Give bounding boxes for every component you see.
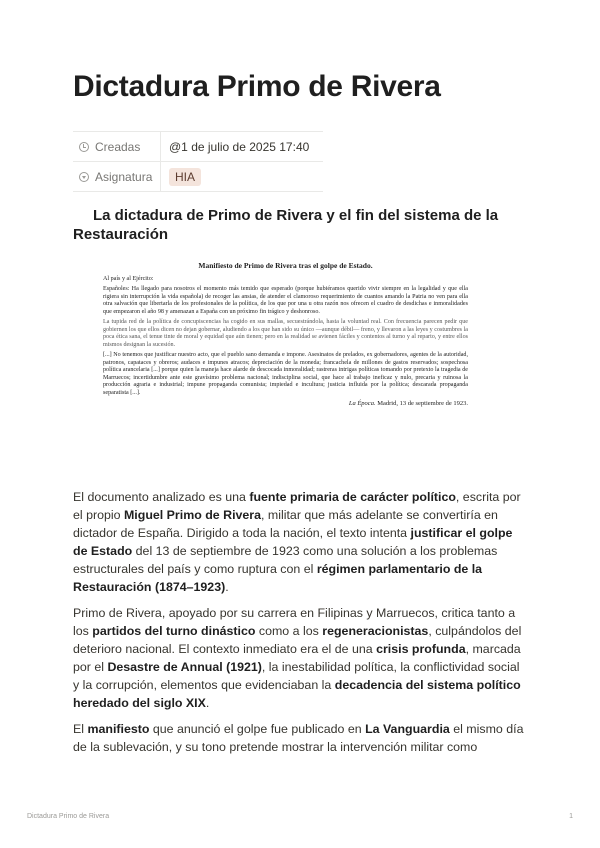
bold-text: manifiesto	[87, 722, 150, 736]
property-key	[73, 132, 161, 161]
property-value-subject	[161, 170, 201, 184]
body-text	[73, 488, 528, 764]
subject-tag[interactable]: HIA	[169, 168, 201, 186]
document-source-name: La Época.	[348, 400, 376, 407]
document-image-title: Manifiesto de Primo de Rivera tras el golpe de Estado.	[198, 261, 373, 270]
property-key-label: Creadas	[95, 139, 141, 154]
text-run: El	[73, 722, 88, 736]
document-source	[103, 400, 468, 408]
text-run: , militar que más adelante se convertiría en dictador de España. Dirigido a toda la nación, el texto intenta	[73, 508, 498, 540]
bold-text: crisis profunda	[376, 642, 466, 656]
property-key-label: Asignatura	[95, 169, 153, 184]
properties-table	[73, 131, 323, 192]
page-title: Dictadura Primo de Rivera	[73, 70, 441, 103]
select-icon	[79, 172, 89, 182]
property-key	[73, 162, 161, 191]
bold-text: Desastre de Annual (1921)	[107, 660, 262, 674]
footer-title: Dictadura Primo de Rivera	[27, 813, 110, 820]
document-paragraph: [...] No tenemos que justificar nuestro acto, que el pueblo sano demanda e impone. Asesinatos de prelados, ex gobernadores, agentes de la autoridad, patronos, capataces y obreros; audaces e impunes atracos; depreciación de la moneda; francachela de millones de gastos reservados; sospechosa política arancelaria [...] porque quien la maneja hace alarde de descocada inmoralidad; rastreras intrigas políticas tomando por pretexto la tragedia de Marruecos; incertidumbre ante este gravísimo problema nacional; indisciplina social, que hace al trabajo ineficaz y nulo, precaria y ruinosa la producción agraria e industrial; impune propaganda comunista; impiedad e incultura; justicia influida por la política; descarada propaganda separatista [...].	[103, 352, 468, 396]
text-run: , escrita por el propio	[73, 490, 521, 522]
document-source-date: Madrid, 13 de septiembre de 1923.	[377, 400, 468, 407]
document-paragraph: La tupida red de la política de concupiscencias ha cogido en sus mallas, secuestrándola, hasta la voluntad real. Con frecuencia parecen pedir que gobiernen los que ellos dicen no dejan gobernar, aludiendo a los que han sido su único —aunque débil— freno, y llevaron a las leyes y costumbres la poca ética sana, el tenue tinte de moral y equidad que aún tienen; pero en la realidad se avienen fáciles y contentos al turno y al reparto, y entre ellos mismos designan la sucesión.	[103, 319, 468, 348]
document-paragraph: Españoles: Ha llegado para nosotros el momento más temido que esperado (porque hubiéramos querido vivir siempre en la legalidad y que ella rigiera sin interrupción la vida española) de recoger las ansias, de atender el clamoroso requerimiento de cuantos amando la Patria no ven para ella otra salvación que libertarla de los profesionales de la política, de los que por una u otra razón nos ofrecen el cuadro de desdichas e inmoralidades que empezaron el año 98 y amenazan a España con un próximo fin trágico y deshonroso.	[103, 286, 468, 315]
bold-text: justificar el golpe de Estado	[73, 526, 513, 558]
property-value-created: @1 de julio de 2025 17:40	[169, 139, 310, 154]
bold-text: régimen parlamentario de la Restauración (1874–1923)	[73, 562, 483, 594]
bold-text: regeneracionistas	[322, 624, 429, 638]
text-run: el mismo día de la sublevación, y su tono pretende mostrar la intervención militar como	[73, 722, 524, 754]
text-run: Primo de Rivera, apoyado por su carrera en Filipinas y Marruecos, critica tanto a los	[73, 606, 516, 638]
body-paragraph	[73, 488, 528, 596]
section-heading	[73, 206, 533, 244]
text-run: .	[225, 580, 229, 594]
bold-text: Miguel Primo de Rivera	[123, 508, 262, 522]
footer-page-number: 1	[569, 813, 573, 820]
text-run: como a los	[255, 624, 323, 638]
text-run: .	[205, 696, 210, 710]
document-salutation: Al país y al Ejército:	[103, 275, 154, 282]
clock-icon	[79, 142, 89, 152]
property-row-subject[interactable]	[73, 162, 323, 192]
bold-text: La Vanguardia	[365, 722, 450, 736]
text-run: , marcada por el	[73, 642, 521, 674]
text-run: que anunció el golpe fue publicado en	[149, 722, 366, 736]
text-run: , la inestabilidad política, la conflictividad social y la corrupción, elementos que evidenciaban la	[73, 660, 520, 692]
bold-text: partidos del turno dinástico	[92, 624, 256, 638]
document-image	[103, 262, 468, 440]
body-paragraph	[73, 720, 528, 756]
property-row-created[interactable]	[73, 132, 323, 162]
bold-text: decadencia del sistema político heredado del siglo XIX	[73, 678, 521, 710]
text-run: , culpándolos del deterioro nacional. El contexto inmediato era el de una	[73, 624, 522, 656]
section-heading-text: La dictadura de Primo de Rivera y el fin del sistema de la Restauración	[73, 207, 499, 243]
text-run: El documento analizado es una	[73, 490, 250, 504]
text-run: del 13 de septiembre de 1923 como una solución a los problemas estructurales del país y como ruptura con el	[73, 544, 498, 576]
body-paragraph	[73, 604, 528, 712]
bold-text: fuente primaria de carácter político	[249, 490, 456, 504]
